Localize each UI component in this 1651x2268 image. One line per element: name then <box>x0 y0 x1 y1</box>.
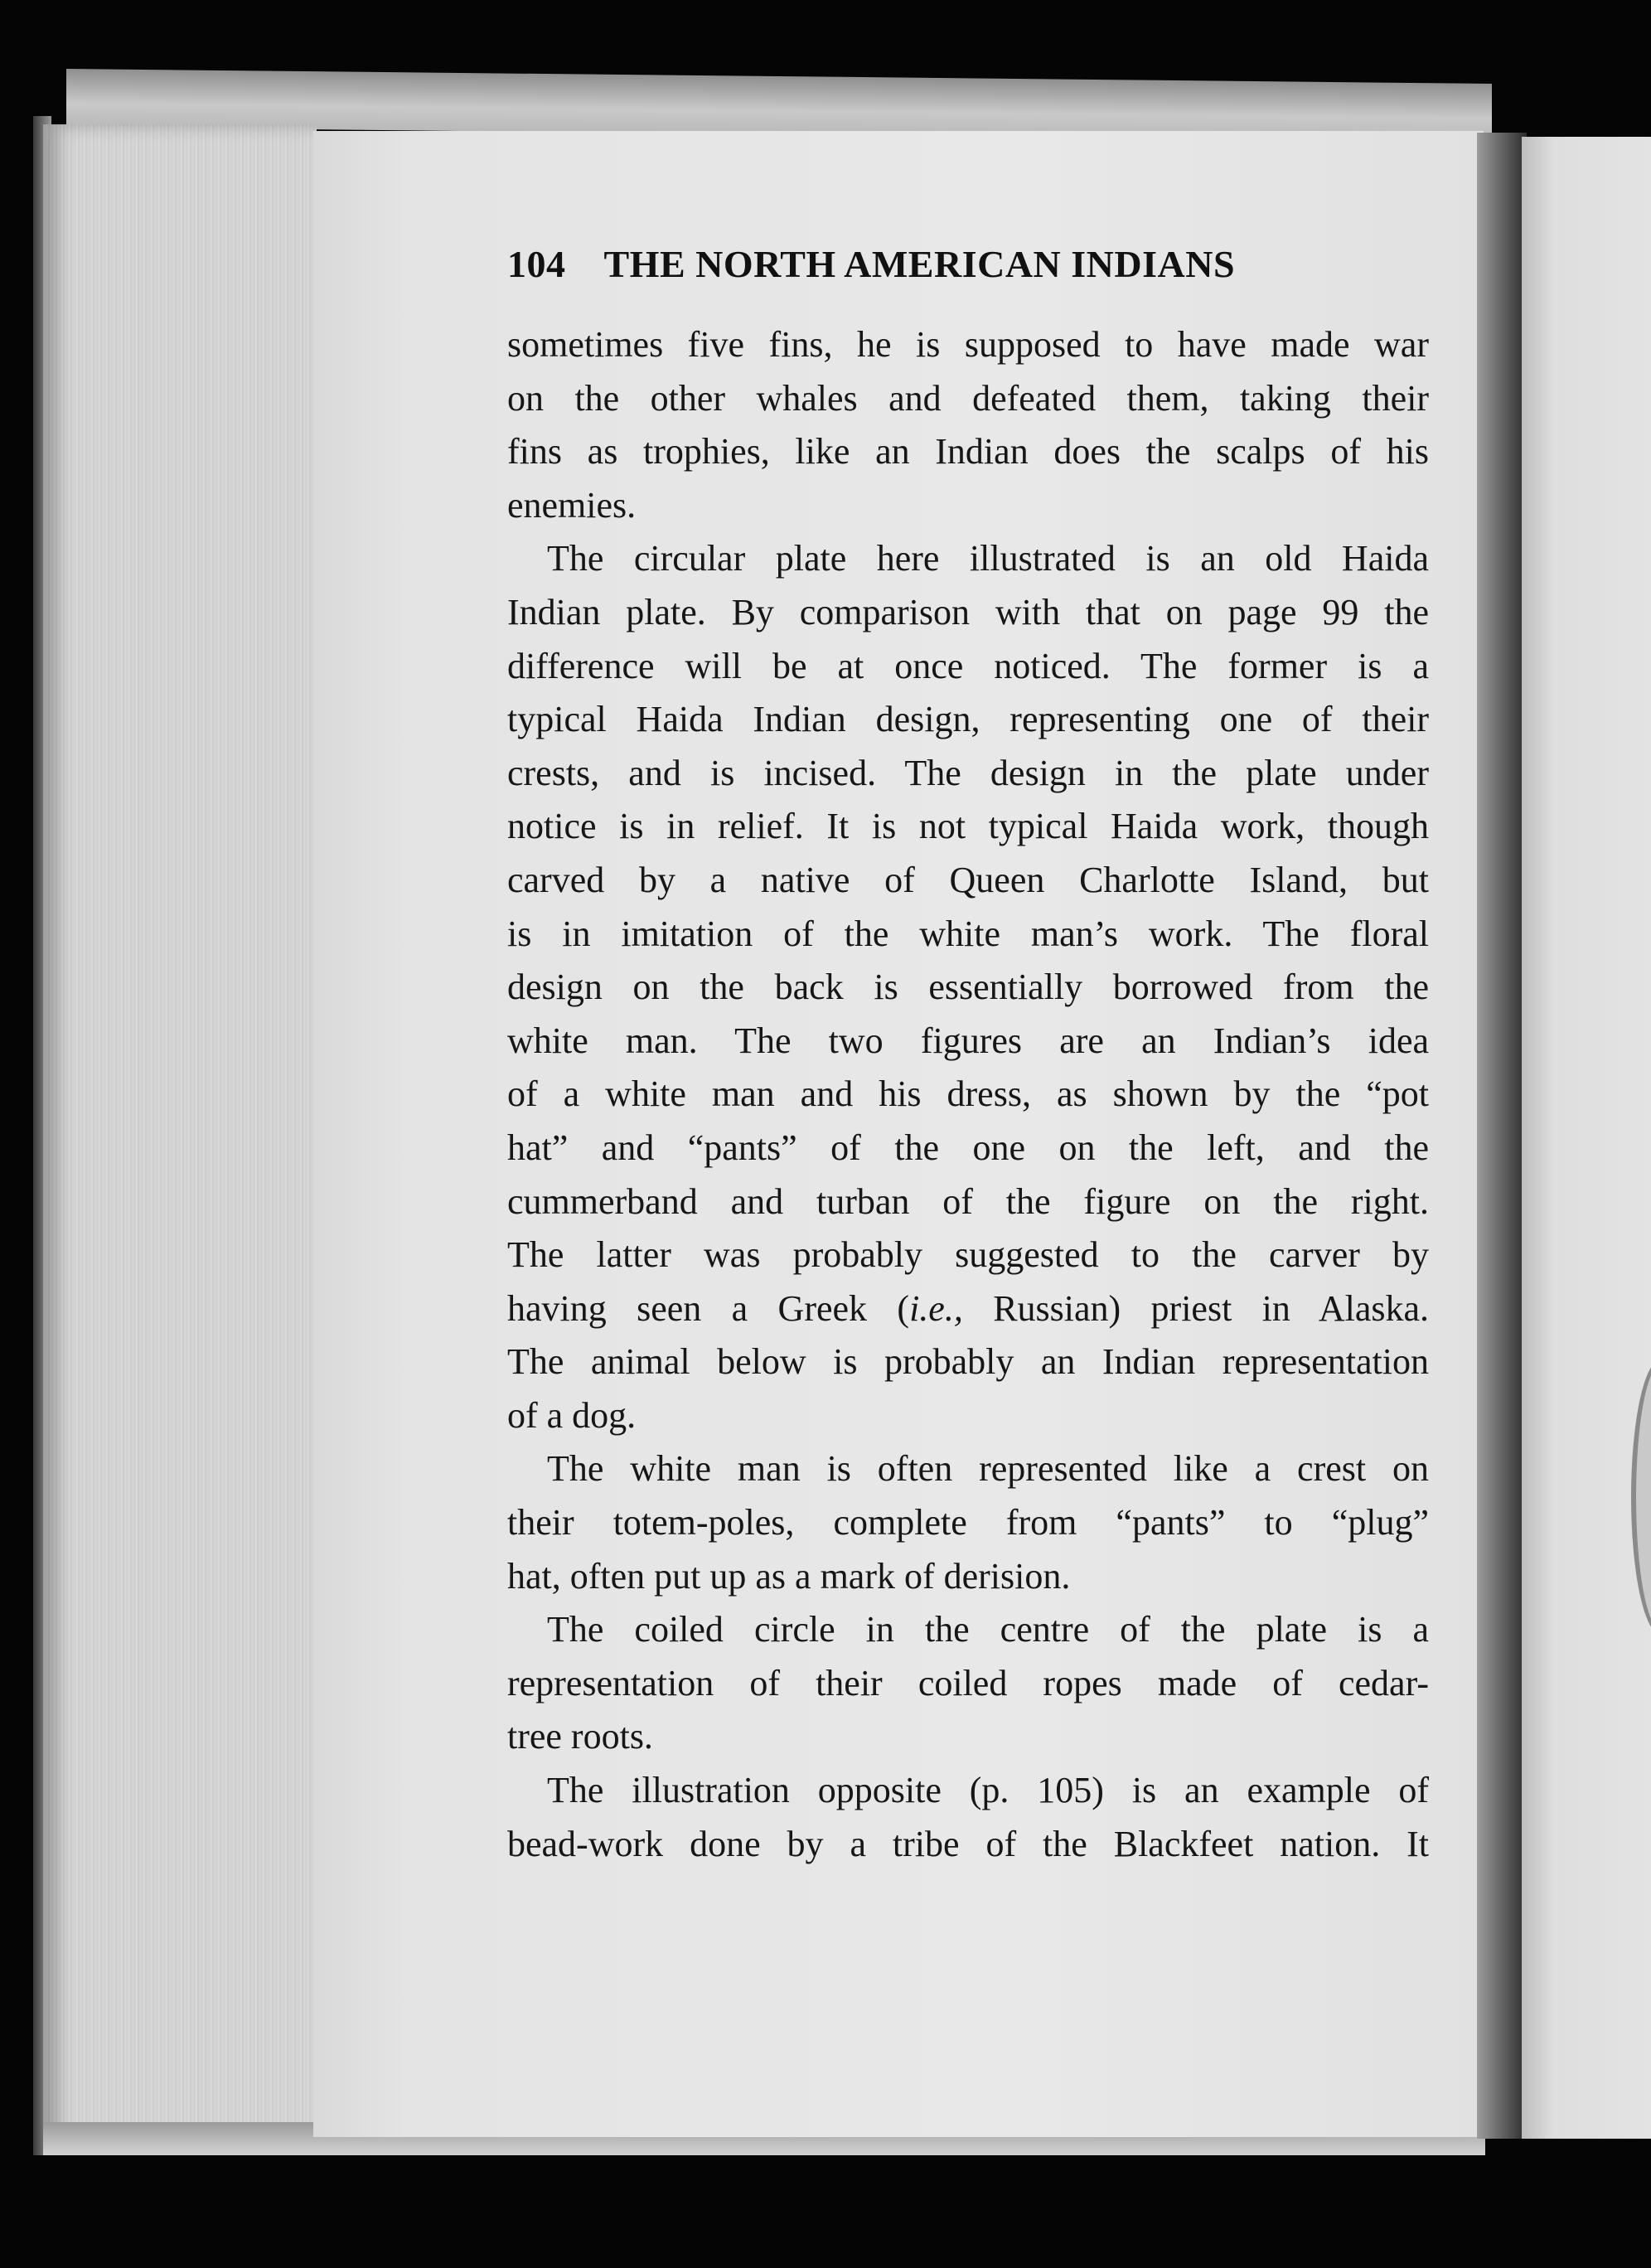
paragraph <box>507 1764 1429 1871</box>
text-line: hat” and “pants” of the one on the left, and the <box>507 1127 1429 1168</box>
text-line: The latter was probably suggested to the carver by <box>507 1234 1429 1276</box>
text-line: on the other whales and defeated them, taking their <box>507 377 1429 419</box>
text-line: The coiled circle in the centre of the plate is a <box>547 1609 1429 1650</box>
body-text <box>507 318 1429 1871</box>
page-gutter-shadow <box>1477 133 1527 2139</box>
text-line: white man. The two figures are an Indian’s idea <box>507 1020 1429 1061</box>
running-head <box>507 242 1429 300</box>
text-line: having seen a Greek (i.e., Russian) priest in Alaska. <box>507 1287 1430 1329</box>
text-line: enemies. <box>507 484 637 526</box>
text-line: their totem-poles, complete from “pants” to “plug” <box>507 1502 1429 1544</box>
facing-page <box>1522 137 1651 2139</box>
text-line: The circular plate here illustrated is an old Haida <box>547 538 1429 579</box>
text-line: typical Haida Indian design, representing one of their <box>507 699 1429 740</box>
text-line: of a white man and his dress, as shown by the “pot <box>507 1073 1429 1115</box>
paragraph <box>507 318 1429 532</box>
text-line: bead-work done by a tribe of the Blackfeet nation. It <box>507 1823 1429 1864</box>
text-line: of a dog. <box>507 1394 637 1436</box>
text-line: The animal below is probably an Indian representation <box>507 1341 1429 1383</box>
text-line: The white man is often represented like a crest on <box>547 1448 1429 1490</box>
text-line: tree roots. <box>507 1716 653 1757</box>
running-title: THE NORTH AMERICAN INDIANS <box>603 243 1236 285</box>
text-line: fins as trophies, like an Indian does the scalps of his <box>507 431 1429 472</box>
paragraph <box>507 1442 1429 1603</box>
text-line: notice is in relief. It is not typical Haida work, though <box>507 806 1429 847</box>
text-line: hat, often put up as a mark of derision. <box>507 1555 1071 1597</box>
text-line: cummerband and turban of the figure on the right. <box>507 1180 1429 1222</box>
text-line: crests, and is incised. The design in the plate under <box>507 752 1429 793</box>
paragraph <box>507 532 1429 1442</box>
stacked-page-edges <box>43 124 317 2147</box>
text-line: design on the back is essentially borrowed from the <box>507 967 1429 1008</box>
text-line: The illustration opposite (p. 105) is an example of <box>547 1770 1429 1811</box>
paragraph <box>507 1603 1429 1764</box>
page-number: 104 <box>507 243 566 285</box>
text-line: sometimes five fins, he is supposed to have made war <box>507 324 1429 365</box>
text-line: Indian plate. By comparison with that on page 99 the <box>507 591 1429 632</box>
text-line: is in imitation of the white man’s work. The floral <box>507 913 1429 954</box>
text-line: carved by a native of Queen Charlotte Island, but <box>507 859 1429 900</box>
text-line: representation of their coiled ropes made of cedar- <box>507 1662 1429 1703</box>
text-line: difference will be at once noticed. The former is a <box>507 645 1429 686</box>
